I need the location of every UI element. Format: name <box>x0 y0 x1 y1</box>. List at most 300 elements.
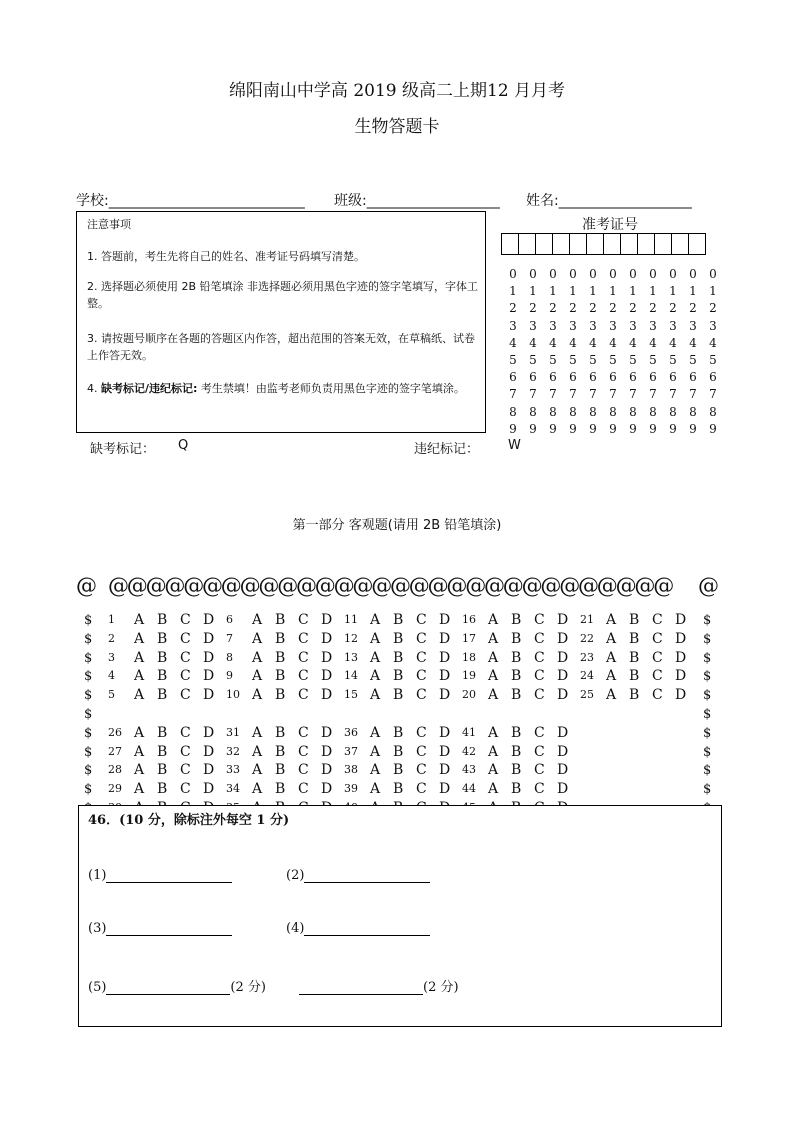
option-bubble-d[interactable]: D <box>675 668 687 685</box>
exam-id-digit-bubble[interactable]: 0 <box>589 267 597 281</box>
option-bubble-d[interactable]: D <box>203 687 215 704</box>
option-bubble-c[interactable]: C <box>180 743 191 760</box>
exam-id-digit-bubble[interactable]: 0 <box>649 267 657 281</box>
exam-id-digit-bubble[interactable]: 5 <box>669 352 677 367</box>
exam-id-digit-bubble[interactable]: 2 <box>669 301 677 316</box>
option-bubble-b[interactable]: B <box>157 724 168 741</box>
option-bubble-c[interactable]: C <box>534 687 545 704</box>
option-bubble-d[interactable]: D <box>557 762 569 779</box>
exam-id-digit-bubble[interactable]: 3 <box>629 318 637 333</box>
exam-id-digit-bubble[interactable]: 2 <box>529 301 537 316</box>
exam-id-digit-bubble[interactable]: 7 <box>649 387 657 402</box>
option-bubble-d[interactable]: D <box>439 630 451 647</box>
option-bubble-a[interactable]: A <box>370 612 381 628</box>
option-bubble-c[interactable]: C <box>298 762 309 779</box>
option-bubble-a[interactable]: A <box>488 668 499 685</box>
option-bubble-b[interactable]: B <box>157 743 168 760</box>
option-bubble-c[interactable]: C <box>298 743 309 760</box>
option-bubble-b[interactable]: B <box>157 668 168 685</box>
option-bubble-c[interactable]: C <box>652 630 663 647</box>
q46-blank-4[interactable] <box>286 921 430 936</box>
exam-id-digit-bubble[interactable]: 1 <box>609 284 617 299</box>
exam-id-digit-grid[interactable] <box>503 266 723 438</box>
option-bubble-c[interactable]: C <box>652 668 663 685</box>
exam-id-digit-bubble[interactable]: 4 <box>569 335 577 350</box>
school-field[interactable]: 学校:____________________________ <box>76 193 305 209</box>
exam-id-digit-bubble[interactable]: 8 <box>649 404 657 419</box>
exam-id-digit-bubble[interactable]: 4 <box>529 335 537 350</box>
option-bubble-b[interactable]: B <box>629 612 640 628</box>
option-bubble-c[interactable]: C <box>416 687 427 704</box>
exam-id-digit-bubble[interactable]: 2 <box>629 301 637 316</box>
option-bubble-b[interactable]: B <box>275 649 286 666</box>
class-field[interactable]: 班级:___________________ <box>334 193 500 209</box>
option-bubble-b[interactable]: B <box>393 630 404 647</box>
exam-id-digit-bubble[interactable]: 1 <box>709 284 717 299</box>
exam-id-digit-bubble[interactable]: 3 <box>529 318 537 333</box>
option-bubble-b[interactable]: B <box>511 687 522 704</box>
option-bubble-d[interactable]: D <box>203 762 215 779</box>
option-bubble-b[interactable]: B <box>393 649 404 666</box>
option-bubble-c[interactable]: C <box>416 668 427 685</box>
option-bubble-b[interactable]: B <box>629 668 640 685</box>
exam-id-digit-bubble[interactable]: 7 <box>529 387 537 402</box>
exam-id-box[interactable] <box>603 233 621 255</box>
option-bubble-a[interactable]: A <box>134 668 145 685</box>
exam-id-digit-bubble[interactable]: 9 <box>629 421 637 436</box>
exam-id-digit-bubble[interactable]: 9 <box>569 421 577 436</box>
exam-id-digit-bubble[interactable]: 5 <box>609 352 617 367</box>
option-bubble-c[interactable]: C <box>298 687 309 704</box>
option-bubble-b[interactable]: B <box>393 724 404 741</box>
exam-id-digit-bubble[interactable]: 7 <box>569 387 577 402</box>
option-bubble-b[interactable]: B <box>629 630 640 647</box>
option-bubble-c[interactable]: C <box>534 762 545 779</box>
exam-id-box[interactable] <box>654 233 672 255</box>
exam-id-digit-bubble[interactable]: 6 <box>529 370 537 385</box>
option-bubble-d[interactable]: D <box>203 781 215 798</box>
option-bubble-d[interactable]: D <box>439 668 451 685</box>
option-bubble-a[interactable]: A <box>370 668 381 685</box>
exam-id-digit-bubble[interactable]: 9 <box>709 421 717 436</box>
option-bubble-a[interactable]: A <box>252 762 263 779</box>
option-bubble-a[interactable]: A <box>134 781 145 798</box>
option-bubble-c[interactable]: C <box>298 612 309 628</box>
exam-id-digit-bubble[interactable]: 6 <box>549 370 557 385</box>
option-bubble-a[interactable]: A <box>606 630 617 647</box>
option-bubble-c[interactable]: C <box>416 762 427 779</box>
option-bubble-d[interactable]: D <box>557 630 569 647</box>
exam-id-digit-bubble[interactable]: 6 <box>589 370 597 385</box>
absent-mark-bubble[interactable]: Q <box>178 438 189 453</box>
option-bubble-d[interactable]: D <box>439 612 451 628</box>
exam-id-digit-bubble[interactable]: 3 <box>669 318 677 333</box>
option-bubble-d[interactable]: D <box>321 743 333 760</box>
option-bubble-d[interactable]: D <box>675 649 687 666</box>
exam-id-digit-bubble[interactable]: 5 <box>529 352 537 367</box>
option-bubble-b[interactable]: B <box>157 687 168 704</box>
option-bubble-d[interactable]: D <box>439 743 451 760</box>
option-bubble-d[interactable]: D <box>439 781 451 798</box>
exam-id-digit-bubble[interactable]: 4 <box>669 335 677 350</box>
option-bubble-c[interactable]: C <box>298 724 309 741</box>
option-bubble-a[interactable]: A <box>134 612 145 628</box>
option-bubble-c[interactable]: C <box>180 724 191 741</box>
option-bubble-c[interactable]: C <box>298 668 309 685</box>
exam-id-digit-bubble[interactable]: 2 <box>709 301 717 316</box>
option-bubble-d[interactable]: D <box>557 743 569 760</box>
option-bubble-a[interactable]: A <box>488 687 499 704</box>
option-bubble-c[interactable]: C <box>534 743 545 760</box>
exam-id-digit-bubble[interactable]: 7 <box>689 387 697 402</box>
option-bubble-d[interactable]: D <box>557 687 569 704</box>
exam-id-digit-bubble[interactable]: 1 <box>669 284 677 299</box>
option-bubble-b[interactable]: B <box>511 781 522 798</box>
option-bubble-b[interactable]: B <box>275 724 286 741</box>
exam-id-digit-bubble[interactable]: 0 <box>529 267 537 281</box>
q46-blank-3[interactable] <box>88 921 232 936</box>
option-bubble-a[interactable]: A <box>134 687 145 704</box>
option-bubble-c[interactable]: C <box>180 649 191 666</box>
option-bubble-b[interactable]: B <box>275 687 286 704</box>
q46-blank-1[interactable] <box>88 868 232 883</box>
exam-id-box[interactable] <box>688 233 706 255</box>
exam-id-digit-bubble[interactable]: 5 <box>549 352 557 367</box>
option-bubble-a[interactable]: A <box>488 724 499 741</box>
exam-id-digit-bubble[interactable]: 1 <box>649 284 657 299</box>
option-bubble-d[interactable]: D <box>675 630 687 647</box>
option-bubble-a[interactable]: A <box>134 649 145 666</box>
exam-id-digit-bubble[interactable]: 9 <box>649 421 657 436</box>
exam-id-box[interactable] <box>552 233 570 255</box>
exam-id-digit-bubble[interactable]: 7 <box>509 387 517 402</box>
option-bubble-b[interactable]: B <box>157 762 168 779</box>
option-bubble-a[interactable]: A <box>134 743 145 760</box>
option-bubble-d[interactable]: D <box>675 687 687 704</box>
option-bubble-c[interactable]: C <box>416 612 427 628</box>
exam-id-digit-bubble[interactable]: 6 <box>649 370 657 385</box>
option-bubble-a[interactable]: A <box>134 724 145 741</box>
exam-id-box[interactable] <box>620 233 638 255</box>
option-bubble-d[interactable]: D <box>203 649 215 666</box>
exam-id-digit-bubble[interactable]: 2 <box>609 301 617 316</box>
exam-id-digit-bubble[interactable]: 0 <box>629 267 637 281</box>
exam-id-digit-bubble[interactable]: 3 <box>609 318 617 333</box>
exam-id-digit-bubble[interactable]: 8 <box>529 404 537 419</box>
q46-blank-6[interactable] <box>299 976 459 995</box>
exam-id-digit-bubble[interactable]: 8 <box>549 404 557 419</box>
option-bubble-a[interactable]: A <box>488 762 499 779</box>
exam-id-digit-bubble[interactable]: 9 <box>689 421 697 436</box>
exam-id-digit-bubble[interactable]: 9 <box>669 421 677 436</box>
exam-id-digit-bubble[interactable]: 2 <box>509 301 517 316</box>
option-bubble-a[interactable]: A <box>606 612 617 628</box>
option-bubble-a[interactable]: A <box>252 687 263 704</box>
exam-id-digit-bubble[interactable]: 6 <box>569 370 577 385</box>
exam-id-digit-bubble[interactable]: 3 <box>549 318 557 333</box>
exam-id-digit-bubble[interactable]: 1 <box>689 284 697 299</box>
exam-id-digit-bubble[interactable]: 3 <box>509 318 517 333</box>
option-bubble-b[interactable]: B <box>275 612 286 628</box>
exam-id-digit-bubble[interactable]: 1 <box>569 284 577 299</box>
option-bubble-a[interactable]: A <box>606 668 617 685</box>
option-bubble-a[interactable]: A <box>134 762 145 779</box>
option-bubble-a[interactable]: A <box>488 781 499 798</box>
exam-id-digit-bubble[interactable]: 8 <box>609 404 617 419</box>
option-bubble-d[interactable]: D <box>557 612 569 628</box>
option-bubble-b[interactable]: B <box>511 630 522 647</box>
exam-id-digit-bubble[interactable]: 7 <box>669 387 677 402</box>
option-bubble-b[interactable]: B <box>629 649 640 666</box>
option-bubble-c[interactable]: C <box>180 687 191 704</box>
option-bubble-b[interactable]: B <box>275 781 286 798</box>
option-bubble-b[interactable]: B <box>511 668 522 685</box>
option-bubble-b[interactable]: B <box>393 687 404 704</box>
exam-id-digit-bubble[interactable]: 7 <box>629 387 637 402</box>
option-bubble-a[interactable]: A <box>370 649 381 666</box>
exam-id-digit-bubble[interactable]: 0 <box>689 267 697 281</box>
option-bubble-a[interactable]: A <box>606 649 617 666</box>
option-bubble-d[interactable]: D <box>675 612 687 628</box>
exam-id-digit-bubble[interactable]: 0 <box>509 267 517 281</box>
exam-id-digit-bubble[interactable]: 1 <box>629 284 637 299</box>
option-bubble-a[interactable]: A <box>370 781 381 798</box>
option-bubble-a[interactable]: A <box>252 649 263 666</box>
exam-id-digit-bubble[interactable]: 6 <box>689 370 697 385</box>
exam-id-digit-bubble[interactable]: 2 <box>549 301 557 316</box>
exam-id-digit-bubble[interactable]: 1 <box>529 284 537 299</box>
option-bubble-d[interactable]: D <box>321 612 333 628</box>
exam-id-digit-bubble[interactable]: 5 <box>629 352 637 367</box>
exam-id-digit-bubble[interactable]: 8 <box>569 404 577 419</box>
exam-id-digit-bubble[interactable]: 6 <box>609 370 617 385</box>
option-bubble-c[interactable]: C <box>180 781 191 798</box>
exam-id-digit-bubble[interactable]: 5 <box>709 352 717 367</box>
exam-id-digit-bubble[interactable]: 5 <box>649 352 657 367</box>
option-bubble-a[interactable]: A <box>606 687 617 704</box>
option-bubble-c[interactable]: C <box>416 781 427 798</box>
option-bubble-b[interactable]: B <box>393 668 404 685</box>
option-bubble-d[interactable]: D <box>203 612 215 628</box>
exam-id-digit-bubble[interactable]: 7 <box>709 387 717 402</box>
option-bubble-c[interactable]: C <box>416 743 427 760</box>
option-bubble-b[interactable]: B <box>629 687 640 704</box>
option-bubble-c[interactable]: C <box>416 630 427 647</box>
exam-id-digit-bubble[interactable]: 8 <box>509 404 517 419</box>
option-bubble-c[interactable]: C <box>298 630 309 647</box>
violation-mark-bubble[interactable]: W <box>508 438 521 453</box>
exam-id-digit-bubble[interactable]: 1 <box>589 284 597 299</box>
exam-id-digit-bubble[interactable]: 2 <box>649 301 657 316</box>
option-bubble-d[interactable]: D <box>203 630 215 647</box>
exam-id-box[interactable] <box>637 233 655 255</box>
exam-id-digit-bubble[interactable]: 5 <box>589 352 597 367</box>
option-bubble-d[interactable]: D <box>203 724 215 741</box>
option-bubble-b[interactable]: B <box>275 630 286 647</box>
option-bubble-d[interactable]: D <box>321 724 333 741</box>
option-bubble-c[interactable]: C <box>534 649 545 666</box>
exam-id-digit-bubble[interactable]: 9 <box>529 421 537 436</box>
exam-id-digit-bubble[interactable]: 2 <box>569 301 577 316</box>
option-bubble-b[interactable]: B <box>275 762 286 779</box>
option-bubble-d[interactable]: D <box>321 630 333 647</box>
exam-id-digit-bubble[interactable]: 4 <box>689 335 697 350</box>
option-bubble-c[interactable]: C <box>180 612 191 628</box>
option-bubble-b[interactable]: B <box>511 743 522 760</box>
option-bubble-a[interactable]: A <box>252 668 263 685</box>
exam-id-digit-bubble[interactable]: 0 <box>609 267 617 281</box>
exam-id-digit-bubble[interactable]: 5 <box>569 352 577 367</box>
option-bubble-c[interactable]: C <box>180 668 191 685</box>
option-bubble-d[interactable]: D <box>557 668 569 685</box>
option-bubble-d[interactable]: D <box>439 762 451 779</box>
option-bubble-d[interactable]: D <box>557 649 569 666</box>
exam-id-digit-bubble[interactable]: 4 <box>709 335 717 350</box>
option-bubble-d[interactable]: D <box>321 781 333 798</box>
option-bubble-a[interactable]: A <box>370 762 381 779</box>
exam-id-digit-bubble[interactable]: 9 <box>609 421 617 436</box>
exam-id-digit-bubble[interactable]: 6 <box>709 370 717 385</box>
exam-id-digit-bubble[interactable]: 4 <box>589 335 597 350</box>
exam-id-digit-bubble[interactable]: 7 <box>549 387 557 402</box>
exam-id-box[interactable] <box>535 233 553 255</box>
exam-id-digit-bubble[interactable]: 8 <box>689 404 697 419</box>
option-bubble-d[interactable]: D <box>439 649 451 666</box>
exam-id-digit-bubble[interactable]: 3 <box>589 318 597 333</box>
option-bubble-b[interactable]: B <box>275 743 286 760</box>
exam-id-digit-bubble[interactable]: 2 <box>589 301 597 316</box>
exam-id-boxes[interactable] <box>502 233 706 255</box>
option-bubble-c[interactable]: C <box>534 781 545 798</box>
exam-id-digit-bubble[interactable]: 7 <box>609 387 617 402</box>
option-bubble-c[interactable]: C <box>534 724 545 741</box>
option-bubble-a[interactable]: A <box>488 649 499 666</box>
option-bubble-b[interactable]: B <box>157 781 168 798</box>
exam-id-digit-bubble[interactable]: 1 <box>509 284 517 299</box>
exam-id-box[interactable] <box>518 233 536 255</box>
exam-id-digit-bubble[interactable]: 4 <box>629 335 637 350</box>
option-bubble-b[interactable]: B <box>393 612 404 628</box>
option-bubble-a[interactable]: A <box>252 724 263 741</box>
option-bubble-b[interactable]: B <box>511 612 522 628</box>
exam-id-digit-bubble[interactable]: 3 <box>689 318 697 333</box>
option-bubble-a[interactable]: A <box>252 612 263 628</box>
option-bubble-d[interactable]: D <box>439 724 451 741</box>
option-bubble-a[interactable]: A <box>370 724 381 741</box>
option-bubble-d[interactable]: D <box>321 649 333 666</box>
name-field[interactable]: 姓名:___________________ <box>526 193 692 209</box>
option-bubble-b[interactable]: B <box>157 649 168 666</box>
option-bubble-b[interactable]: B <box>157 630 168 647</box>
option-bubble-b[interactable]: B <box>511 724 522 741</box>
exam-id-digit-bubble[interactable]: 1 <box>549 284 557 299</box>
exam-id-digit-bubble[interactable]: 2 <box>689 301 697 316</box>
option-bubble-c[interactable]: C <box>534 668 545 685</box>
option-bubble-c[interactable]: C <box>652 687 663 704</box>
exam-id-digit-bubble[interactable]: 4 <box>549 335 557 350</box>
option-bubble-c[interactable]: C <box>298 781 309 798</box>
option-bubble-d[interactable]: D <box>321 687 333 704</box>
exam-id-digit-bubble[interactable]: 7 <box>589 387 597 402</box>
exam-id-digit-bubble[interactable]: 9 <box>549 421 557 436</box>
option-bubble-c[interactable]: C <box>298 649 309 666</box>
option-bubble-b[interactable]: B <box>157 612 168 628</box>
option-bubble-a[interactable]: A <box>370 687 381 704</box>
option-bubble-a[interactable]: A <box>252 781 263 798</box>
option-bubble-d[interactable]: D <box>321 668 333 685</box>
exam-id-digit-bubble[interactable]: 5 <box>509 352 517 367</box>
option-bubble-b[interactable]: B <box>511 649 522 666</box>
option-bubble-d[interactable]: D <box>557 781 569 798</box>
option-bubble-a[interactable]: A <box>488 743 499 760</box>
exam-id-digit-bubble[interactable]: 9 <box>509 421 517 436</box>
option-bubble-b[interactable]: B <box>275 668 286 685</box>
option-bubble-c[interactable]: C <box>180 630 191 647</box>
exam-id-box[interactable] <box>586 233 604 255</box>
exam-id-digit-bubble[interactable]: 8 <box>669 404 677 419</box>
exam-id-box[interactable] <box>671 233 689 255</box>
exam-id-digit-bubble[interactable]: 6 <box>629 370 637 385</box>
option-bubble-c[interactable]: C <box>652 612 663 628</box>
option-bubble-c[interactable]: C <box>534 630 545 647</box>
exam-id-digit-bubble[interactable]: 8 <box>709 404 717 419</box>
option-bubble-a[interactable]: A <box>488 630 499 647</box>
exam-id-digit-bubble[interactable]: 4 <box>509 335 517 350</box>
option-bubble-d[interactable]: D <box>557 724 569 741</box>
q46-blank-5[interactable] <box>88 976 266 995</box>
option-bubble-c[interactable]: C <box>416 724 427 741</box>
option-bubble-a[interactable]: A <box>134 630 145 647</box>
option-bubble-c[interactable]: C <box>416 649 427 666</box>
exam-id-digit-bubble[interactable]: 3 <box>569 318 577 333</box>
option-bubble-b[interactable]: B <box>393 762 404 779</box>
option-bubble-d[interactable]: D <box>321 762 333 779</box>
option-bubble-a[interactable]: A <box>370 743 381 760</box>
exam-id-digit-bubble[interactable]: 0 <box>709 267 717 281</box>
exam-id-digit-bubble[interactable]: 4 <box>609 335 617 350</box>
exam-id-digit-bubble[interactable]: 6 <box>509 370 517 385</box>
option-bubble-d[interactable]: D <box>203 668 215 685</box>
exam-id-box[interactable] <box>501 233 519 255</box>
option-bubble-b[interactable]: B <box>393 743 404 760</box>
option-bubble-c[interactable]: C <box>652 649 663 666</box>
option-bubble-a[interactable]: A <box>252 630 263 647</box>
exam-id-digit-bubble[interactable]: 0 <box>569 267 577 281</box>
exam-id-digit-bubble[interactable]: 3 <box>709 318 717 333</box>
exam-id-digit-bubble[interactable]: 9 <box>589 421 597 436</box>
exam-id-digit-bubble[interactable]: 0 <box>669 267 677 281</box>
exam-id-box[interactable] <box>569 233 587 255</box>
notice-heading: 注意事项 <box>87 218 131 231</box>
exam-id-digit-bubble[interactable]: 0 <box>549 267 557 281</box>
option-bubble-a[interactable]: A <box>370 630 381 647</box>
option-bubble-c[interactable]: C <box>534 612 545 628</box>
exam-id-digit-bubble[interactable]: 8 <box>589 404 597 419</box>
exam-id-digit-bubble[interactable]: 5 <box>689 352 697 367</box>
option-bubble-a[interactable]: A <box>488 612 499 628</box>
option-bubble-b[interactable]: B <box>511 762 522 779</box>
option-bubble-a[interactable]: A <box>252 743 263 760</box>
exam-id-digit-bubble[interactable]: 8 <box>629 404 637 419</box>
option-bubble-d[interactable]: D <box>439 687 451 704</box>
q46-blank-2[interactable] <box>286 868 430 883</box>
option-bubble-d[interactable]: D <box>203 743 215 760</box>
exam-id-digit-bubble[interactable]: 6 <box>669 370 677 385</box>
exam-id-digit-bubble[interactable]: 4 <box>649 335 657 350</box>
option-bubble-b[interactable]: B <box>393 781 404 798</box>
exam-id-digit-bubble[interactable]: 3 <box>649 318 657 333</box>
option-bubble-c[interactable]: C <box>180 762 191 779</box>
